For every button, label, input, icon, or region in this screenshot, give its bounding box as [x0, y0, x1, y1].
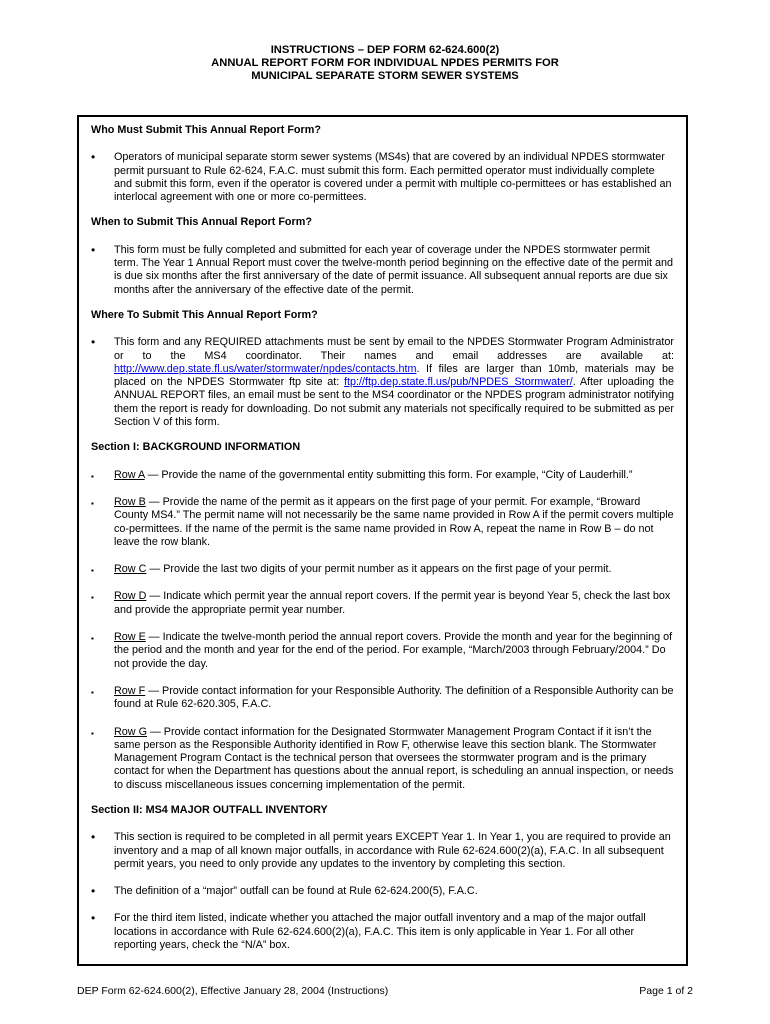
bullet-icon: •: [91, 911, 96, 926]
instructions-content: [91, 123, 674, 952]
square-bullet-icon: ▪: [91, 498, 94, 508]
row-c-item: ▪ Row C — Provide the last two digits of your permit number as it appears on the first page of your permit.: [91, 563, 674, 576]
section2-bullet: • This section is required to be completed in all permit years EXCEPT Year 1. In Year 1, you are required to provide an inventory and a map of all known major outfalls, in accordance with Rule 62-624.600(2)(a), F.A.C. In all subsequent permit years, you need to only provide any updates to the inventory by completing this section.: [91, 830, 671, 870]
who-bullet: • Operators of municipal separate storm sewer systems (MS4s) that are covered by an individual NPDES stormwater permit pursuant to Rule 62-624, F.A.C. must submit this form. Each permitted operator must individually complete and submit this form, even if the operator is covered under a permit with multiple co-permittees or has established an interlocal agreement with one or more co-permittees.: [91, 150, 672, 204]
section2-bullet: • The definition of a “major” outfall can be found at Rule 62-624.200(5), F.A.C.: [91, 884, 478, 899]
row-g-item: ▪ Row G — Provide contact information for the Designated Stormwater Management Program Contact if it isn’t the same person as the Responsible Authority identified in Row F, otherwise leave this section blank. The Stormwater Management Program Contact is the technical person that oversees the stormwater program and is the primary contact for when the Department has questions about the annual report, is scheduling an annual inspection, or needs to discuss miscellaneous issues concerning implementation of the permit.: [91, 725, 674, 791]
document-title: [0, 44, 770, 83]
row-e-item: ▪ Row E — Indicate the twelve-month period the annual report covers. Provide the month and year for the beginning of the period and the month and year for the end of the period. For example, “March/2003 through February/2004.” Do not provide the day.: [91, 631, 673, 670]
title-line-1: INSTRUCTIONS – DEP FORM 62-624.600(2): [270, 44, 500, 56]
square-bullet-icon: ▪: [91, 566, 94, 576]
row-d-item: ▪ Row D — Indicate which permit year the annual report covers. If the permit year is beyond Year 5, check the last box and provide the appropriate permit year number.: [91, 590, 671, 616]
square-bullet-icon: ▪: [91, 471, 94, 481]
title-line-2: ANNUAL REPORT FORM FOR INDIVIDUAL NPDES PERMITS FOR: [211, 57, 559, 69]
section2-bullet: • For the third item listed, indicate whether you attached the major outfall inventory and a map of the major outfall locations in accordance with Rule 62-624.600(2)(a), F.A.C. This item is only applicable in Year 1. For all other reporting years, check the “N/A” box.: [91, 911, 646, 952]
when-bullet: • This form must be fully completed and submitted for each year of coverage under the NPDES stormwater permit term. The Year 1 Annual Report must cover the twelve-month period beginning on the effective date of the permit and is due six months after the first anniversary of the date of permit issuance. All subsequent annual reports are due six months after the anniversary of the effective date of the permit.: [91, 242, 673, 296]
bullet-icon: •: [91, 242, 96, 257]
instructions-box: [77, 115, 688, 966]
title-line-3: MUNICIPAL SEPARATE STORM SEWER SYSTEMS: [251, 70, 519, 82]
square-bullet-icon: ▪: [91, 687, 94, 697]
footer-page-number: Page 1 of 2: [639, 985, 693, 997]
square-bullet-icon: ▪: [91, 593, 94, 603]
where-heading: Where To Submit This Annual Report Form?: [91, 308, 318, 321]
when-heading: When to Submit This Annual Report Form?: [91, 216, 312, 229]
bullet-icon: •: [91, 884, 96, 899]
bullet-icon: •: [91, 830, 96, 845]
footer-form-id: DEP Form 62-624.600(2), Effective January 28, 2004 (Instructions): [77, 985, 389, 997]
who-heading: Who Must Submit This Annual Report Form?: [91, 124, 321, 136]
bullet-icon: •: [91, 150, 96, 165]
row-f-item: ▪ Row F — Provide contact information for your Responsible Authority. The definition of a Responsible Authority can be found at Rule 62-620.305, F.A.C.: [91, 684, 674, 711]
section1-heading: Section I: BACKGROUND INFORMATION: [91, 441, 301, 454]
square-bullet-icon: ▪: [91, 634, 94, 644]
bullet-icon: •: [91, 335, 96, 350]
square-bullet-icon: ▪: [91, 728, 94, 738]
row-b-item: ▪ Row B — Provide the name of the permit as it appears on the first page of your permit. For example, “Broward County MS4.” The permit name will not necessarily be the same name provided in Row A if the permit covers multiple co-permittees. If the name of the permit is the same name provided in Row A, repeat the name in Row B – do not leave the row blank.: [91, 495, 674, 548]
ftp-link[interactable]: ftp://ftp.dep.state.fl.us/pub/NPDES_Stormwater/: [344, 376, 573, 389]
section2-heading: Section II: MS4 MAJOR OUTFALL INVENTORY: [91, 803, 328, 816]
contacts-link[interactable]: http://www.dep.state.fl.us/water/stormwater/npdes/contacts.htm: [114, 362, 417, 375]
row-a-item: ▪ Row A — Provide the name of the governmental entity submitting this form. For example, “City of Lauderhill.”: [91, 469, 674, 482]
where-bullet: • This form and any REQUIRED attachments must be sent by email to the NPDES Stormwater Program Administrator or to the MS4 coordinator. Their names and email addresses are available at: http://www.dep.state.fl.us/water/stormwater/npdes/contacts.htm. If files are larger than 10mb, materials may be placed on the NPDES Stormwater ftp site at: ftp://ftp.dep.state.fl.us/pub/NPDES_Stormwater/. After uploading the ANNUAL REPORT files, an email must be sent to the MS4 coordinator or the NPDES program administrator notifying them the report is ready for downloading. Do not submit any materials not specifically required to be submitted as per Section V of this form.: [91, 335, 674, 429]
